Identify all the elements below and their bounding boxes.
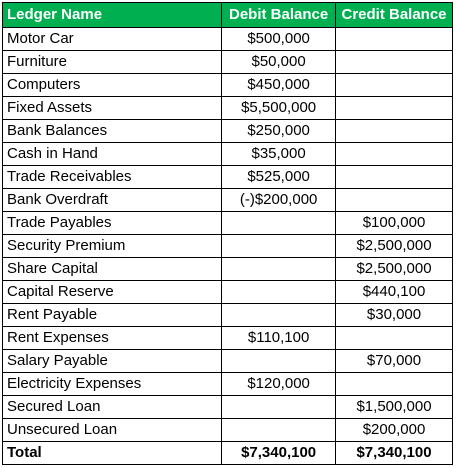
credit-balance-cell bbox=[336, 143, 453, 166]
credit-balance-cell: $100,000 bbox=[336, 212, 453, 235]
table-header bbox=[3, 3, 453, 28]
total-debit: $7,340,100 bbox=[222, 442, 336, 465]
debit-balance-cell: $450,000 bbox=[222, 74, 336, 97]
table-row bbox=[3, 189, 453, 212]
debit-balance-cell bbox=[222, 419, 336, 442]
table-row bbox=[3, 28, 453, 51]
ledger-name-cell: Secured Loan bbox=[3, 396, 222, 419]
credit-balance-cell bbox=[336, 51, 453, 74]
credit-balance-cell bbox=[336, 97, 453, 120]
credit-balance-cell bbox=[336, 166, 453, 189]
debit-balance-cell bbox=[222, 350, 336, 373]
ledger-name-cell: Share Capital bbox=[3, 258, 222, 281]
credit-balance-cell bbox=[336, 327, 453, 350]
debit-balance-cell: $5,500,000 bbox=[222, 97, 336, 120]
ledger-name-cell: Computers bbox=[3, 74, 222, 97]
credit-balance-cell: $200,000 bbox=[336, 419, 453, 442]
credit-balance-cell: $440,100 bbox=[336, 281, 453, 304]
ledger-name-cell: Furniture bbox=[3, 51, 222, 74]
header-debit-balance: Debit Balance bbox=[222, 3, 336, 28]
ledger-name-cell: Bank Overdraft bbox=[3, 189, 222, 212]
table-row bbox=[3, 74, 453, 97]
debit-balance-cell: $525,000 bbox=[222, 166, 336, 189]
table-row bbox=[3, 120, 453, 143]
debit-balance-cell: $250,000 bbox=[222, 120, 336, 143]
header-row bbox=[3, 3, 453, 28]
credit-balance-cell bbox=[336, 120, 453, 143]
header-ledger-name: Ledger Name bbox=[3, 3, 222, 28]
debit-balance-cell bbox=[222, 258, 336, 281]
credit-balance-cell bbox=[336, 28, 453, 51]
ledger-name-cell: Fixed Assets bbox=[3, 97, 222, 120]
table-row bbox=[3, 212, 453, 235]
header-credit-balance: Credit Balance bbox=[336, 3, 453, 28]
ledger-name-cell: Security Premium bbox=[3, 235, 222, 258]
total-label: Total bbox=[3, 442, 222, 465]
debit-balance-cell: $50,000 bbox=[222, 51, 336, 74]
debit-balance-cell bbox=[222, 212, 336, 235]
debit-balance-cell: $120,000 bbox=[222, 373, 336, 396]
credit-balance-cell bbox=[336, 189, 453, 212]
ledger-name-cell: Bank Balances bbox=[3, 120, 222, 143]
table-row bbox=[3, 143, 453, 166]
table-row bbox=[3, 373, 453, 396]
credit-balance-cell: $2,500,000 bbox=[336, 258, 453, 281]
ledger-name-cell: Trade Payables bbox=[3, 212, 222, 235]
debit-balance-cell bbox=[222, 235, 336, 258]
debit-balance-cell bbox=[222, 304, 336, 327]
ledger-name-cell: Rent Payable bbox=[3, 304, 222, 327]
debit-balance-cell: (-)$200,000 bbox=[222, 189, 336, 212]
table-row bbox=[3, 235, 453, 258]
table-row bbox=[3, 51, 453, 74]
table-row bbox=[3, 304, 453, 327]
debit-balance-cell bbox=[222, 396, 336, 419]
ledger-name-cell: Capital Reserve bbox=[3, 281, 222, 304]
table-row bbox=[3, 166, 453, 189]
table-row bbox=[3, 258, 453, 281]
table-row bbox=[3, 327, 453, 350]
table-body bbox=[3, 28, 453, 465]
table-row bbox=[3, 281, 453, 304]
credit-balance-cell: $70,000 bbox=[336, 350, 453, 373]
credit-balance-cell bbox=[336, 373, 453, 396]
table-row bbox=[3, 350, 453, 373]
debit-balance-cell bbox=[222, 281, 336, 304]
credit-balance-cell bbox=[336, 74, 453, 97]
ledger-name-cell: Electricity Expenses bbox=[3, 373, 222, 396]
table-row bbox=[3, 97, 453, 120]
credit-balance-cell: $2,500,000 bbox=[336, 235, 453, 258]
total-row bbox=[3, 442, 453, 465]
table-row bbox=[3, 419, 453, 442]
ledger-name-cell: Cash in Hand bbox=[3, 143, 222, 166]
ledger-table bbox=[2, 2, 453, 465]
debit-balance-cell: $500,000 bbox=[222, 28, 336, 51]
ledger-name-cell: Trade Receivables bbox=[3, 166, 222, 189]
debit-balance-cell: $35,000 bbox=[222, 143, 336, 166]
total-credit: $7,340,100 bbox=[336, 442, 453, 465]
credit-balance-cell: $1,500,000 bbox=[336, 396, 453, 419]
ledger-name-cell: Rent Expenses bbox=[3, 327, 222, 350]
ledger-name-cell: Unsecured Loan bbox=[3, 419, 222, 442]
table-row bbox=[3, 396, 453, 419]
debit-balance-cell: $110,100 bbox=[222, 327, 336, 350]
ledger-name-cell: Motor Car bbox=[3, 28, 222, 51]
credit-balance-cell: $30,000 bbox=[336, 304, 453, 327]
ledger-name-cell: Salary Payable bbox=[3, 350, 222, 373]
